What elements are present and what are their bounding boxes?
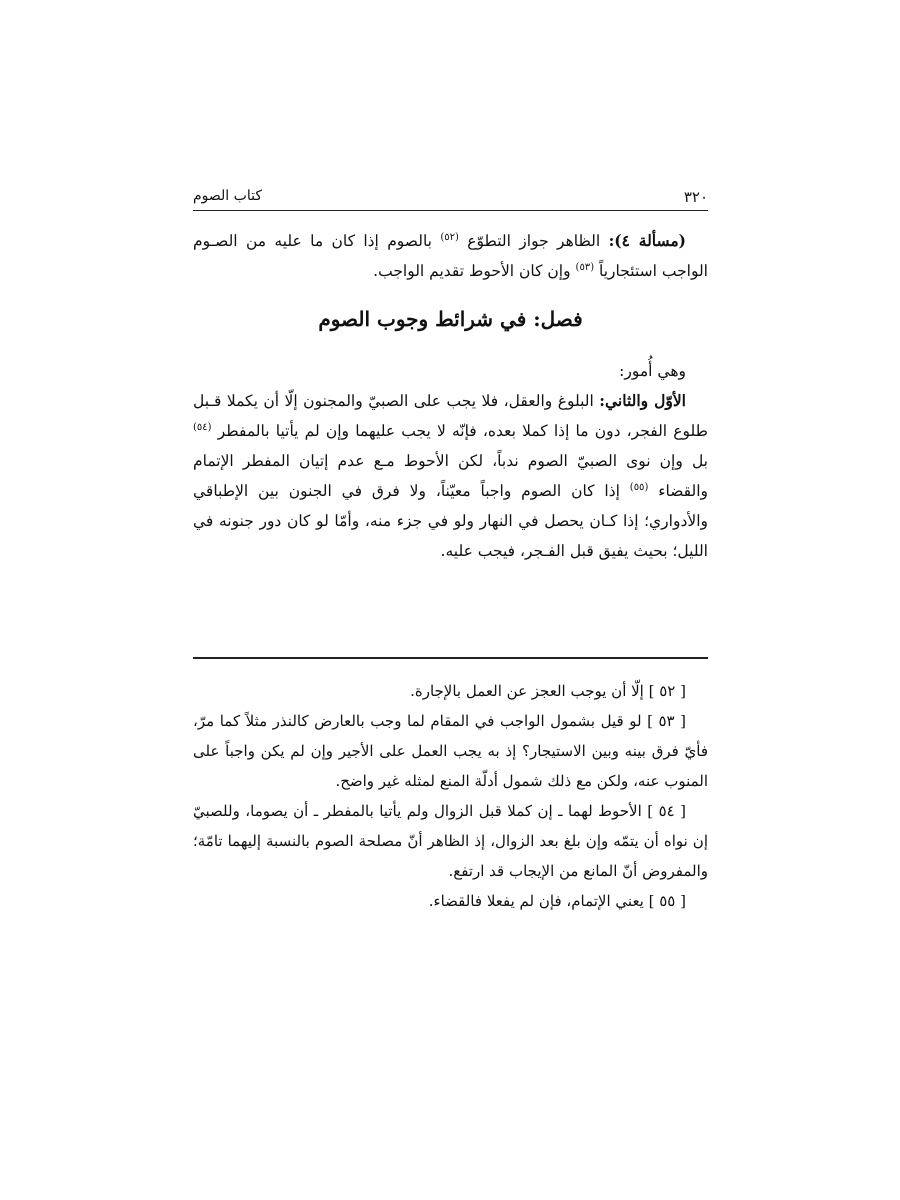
book-title: كتاب الصوم <box>193 188 262 204</box>
main-text <box>193 226 708 566</box>
issue-label: (مسألة ٤): <box>608 231 686 250</box>
footnote-52: [ ٥٢ ] إلّا أن يوجب العجز عن العمل بالإجارة. <box>410 682 686 700</box>
conditions-text-a: البلوغ والعقل، فلا يجب على الصبيّ والمجنون إلّا أن يكملا قـبل طلوع الفجر، دون ما إذا كملا بعده، فإنّه لا يجب عليهما وإن لم يأتيا بالمفطر <box>193 392 708 440</box>
conditions-text-b: بل وإن نوى الصبيّ الصوم ندباً، لكن الأحوط مـع عدم إتيان المفطر الإتمام والقضاء <box>193 452 708 500</box>
footnote-54: [ ٥٤ ] الأحوط لهما ـ إن كملا قبل الزوال ولم يأتيا بالمفطر ـ أن يصوما، وللصبيّ إن نواه أن يتمّه وإن بلغ بعد الزوال، إذ الظاهر أنّ مصلحة الصوم بالنسبة إليهما تامّة؛ والمفروض أنّ المانع من الإيجاب قد ارتفع. <box>193 802 708 880</box>
conditions-paragraph <box>193 386 708 566</box>
running-header <box>193 188 708 211</box>
conditions-text-c: إذا كان الصوم واجباً معيّناً، ولا فرق في الجنون بين الإطباقي والأدواري؛ إذا كـان يحصل في النهار ولو في جزء منه، وأمّا لو كان دور جنونه في الليل؛ بحيث يفيق قبل الفـجر، فيجب عليه. <box>193 482 708 560</box>
conditions-label: الأوّل والثاني: <box>599 391 686 410</box>
footnote-55: [ ٥٥ ] يعني الإتمام، فإن لم يفعلا فالقضاء. <box>428 892 686 910</box>
footnote-ref-52[interactable]: (٥٢) <box>440 231 459 243</box>
footnote-ref-53[interactable]: (٥٣) <box>575 261 595 273</box>
conditions-intro: وهي أُمور: <box>619 362 686 380</box>
issue-text-a: الظاهر جواز التطوّع <box>458 232 609 250</box>
footnote-ref-55[interactable]: (٥٥) <box>629 481 649 493</box>
footnote-ref-54[interactable]: (٥٤) <box>193 421 212 433</box>
footnotes <box>193 676 708 916</box>
issue-text-c: وإن كان الأحوط تقديم الواجب. <box>373 262 576 280</box>
issue-text-b: بالصوم إذا كان ما عليه من الصـوم الواجب استئجارياً <box>193 232 708 280</box>
section-heading: فصل: في شرائط وجوب الصوم <box>318 307 583 331</box>
footnote-divider <box>193 657 708 659</box>
page-number: ٣٢٠ <box>683 188 708 206</box>
footnote-53: [ ٥٣ ] لو قيل بشمول الواجب في المقام لما وجب بالعارض كالنذر مثلاً كما مرّ، فأيّ فرق بينه وبين الاستيجار؟ إذ به يجب العمل على الأجير وإن لم يكن واجباً على المنوب عنه، ولكن مع ذلك شمول أدلّة المنع لمثله غير واضح. <box>193 712 708 790</box>
issue-4-paragraph <box>193 226 708 286</box>
